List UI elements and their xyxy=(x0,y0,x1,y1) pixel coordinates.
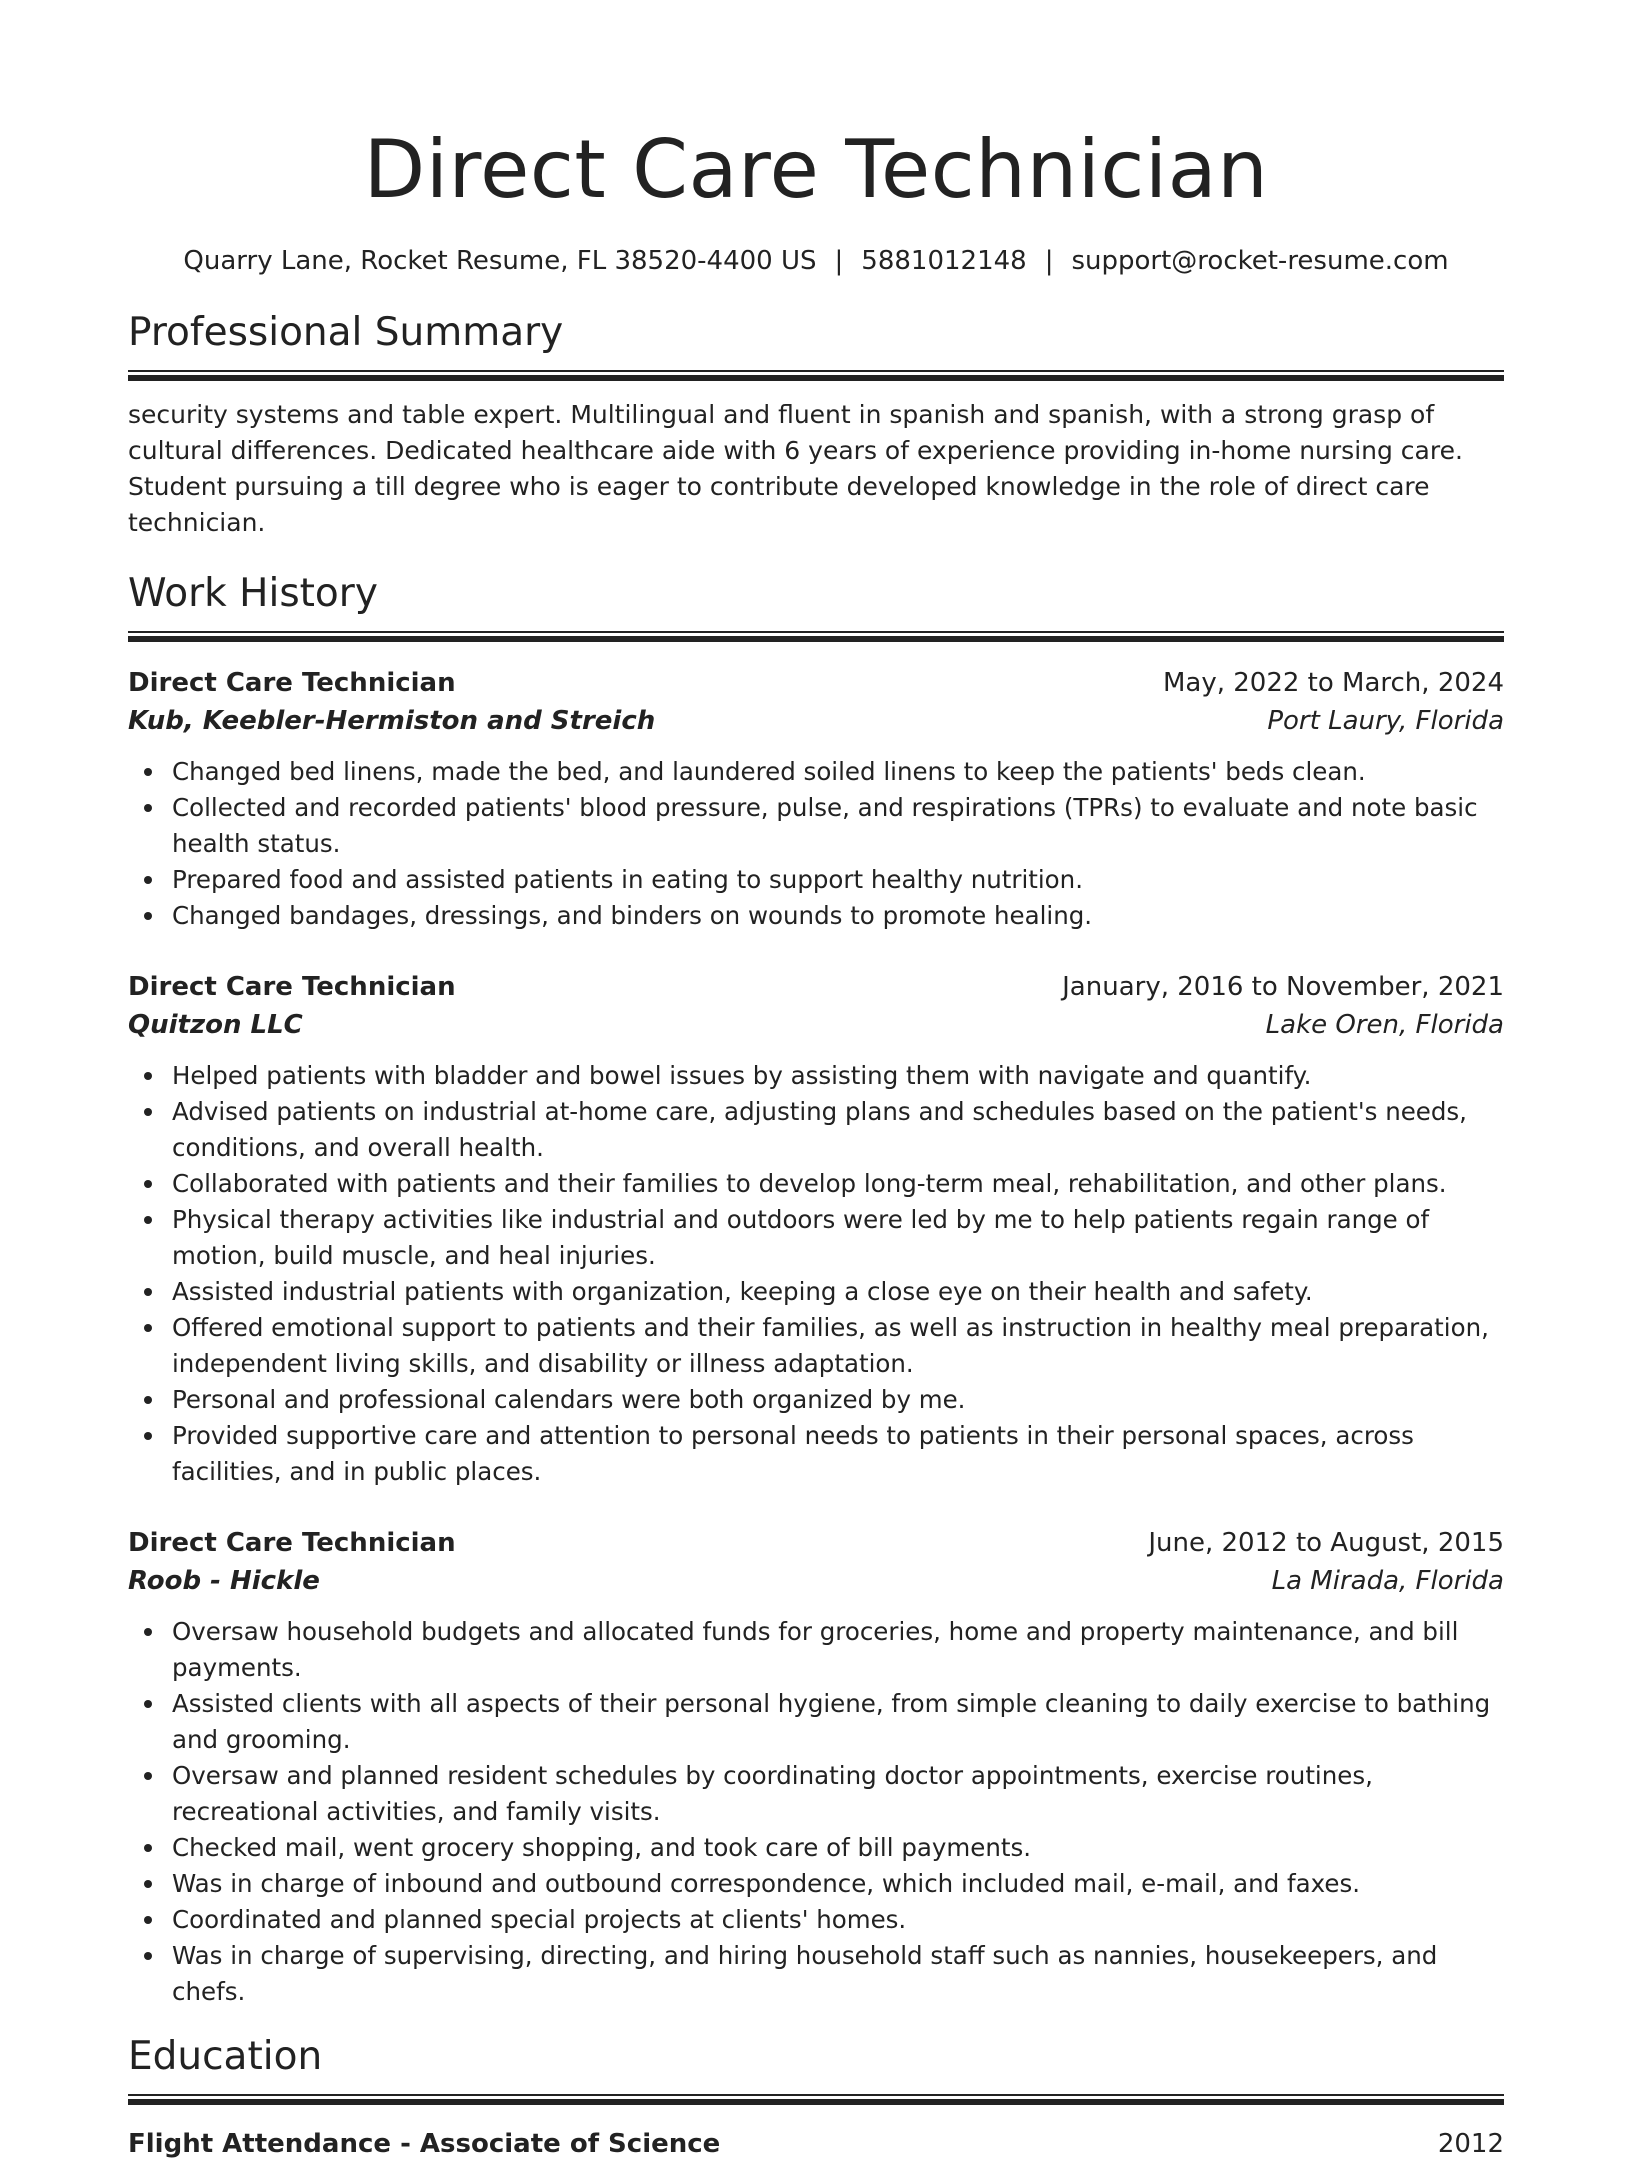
job-bullet: Was in charge of supervising, directing, and hiring household staff such as nannies, housekeepers, and chefs. xyxy=(172,1938,1504,2010)
job-bullet: Assisted clients with all aspects of their personal hygiene, from simple cleaning to daily exercise to bathing and grooming. xyxy=(172,1686,1504,1758)
job-entry xyxy=(128,968,1504,1490)
job-company: Quitzon LLC xyxy=(128,1010,303,1040)
job-bullet: Checked mail, went grocery shopping, and took care of bill payments. xyxy=(172,1830,1504,1866)
job-entry xyxy=(128,664,1504,934)
job-title: Direct Care Technician xyxy=(128,1528,456,1558)
job-company-row xyxy=(128,1006,1504,1044)
summary-text: security systems and table expert. Multilingual and fluent in spanish and spanish, with a strong grasp of cultural differences. Dedicated healthcare aide with 6 years of experience providing in-home nursing care. Student pursuing a till degree who is eager to contribute developed knowledge in the role of direct care technician. xyxy=(128,400,1463,537)
job-bullet: Offered emotional support to patients and their families, as well as instruction in healthy meal preparation, independent living skills, and disability or illness adaptation. xyxy=(172,1310,1504,1382)
professional-summary-section xyxy=(128,308,1504,541)
job-bullet: Provided supportive care and attention to personal needs to patients in their personal spaces, across facilities, and in public places. xyxy=(172,1418,1504,1490)
section-title-summary: Professional Summary xyxy=(128,310,564,355)
job-bullet: Helped patients with bladder and bowel issues by assisting them with navigate and quantify. xyxy=(172,1058,1504,1094)
job-company: Roob - Hickle xyxy=(128,1566,320,1596)
job-bullet: Changed bed linens, made the bed, and laundered soiled linens to keep the patients' beds clean. xyxy=(172,754,1504,790)
education-degree: Flight Attendance - Associate of Science xyxy=(128,2129,721,2159)
job-title: Direct Care Technician xyxy=(128,668,456,698)
candidate-name: Direct Care Technician xyxy=(363,123,1269,216)
job-bullet: Prepared food and assisted patients in eating to support healthy nutrition. xyxy=(172,862,1504,898)
job-title: Direct Care Technician xyxy=(128,972,456,1002)
contact-separator: | xyxy=(1044,246,1054,276)
section-title-work-history: Work History xyxy=(128,571,378,616)
job-bullet: Assisted industrial patients with organization, keeping a close eye on their health and safety. xyxy=(172,1274,1504,1310)
job-company-row xyxy=(128,1562,1504,1600)
job-bullet: Collected and recorded patients' blood pressure, pulse, and respirations (TPRs) to evaluate and note basic health status. xyxy=(172,790,1504,862)
contact-phone: 5881012148 xyxy=(861,246,1027,276)
job-bullet: Advised patients on industrial at-home care, adjusting plans and schedules based on the patient's needs, conditions, and overall health. xyxy=(172,1094,1504,1166)
contact-address: Quarry Lane, Rocket Resume, FL 38520-4400 US xyxy=(183,246,817,276)
job-company-row xyxy=(128,702,1504,740)
education-year: 2012 xyxy=(1437,2129,1504,2159)
job-dates: June, 2012 to August, 2015 xyxy=(1148,1528,1504,1558)
education-section xyxy=(128,2032,1504,2163)
job-entry xyxy=(128,1524,1504,2010)
section-title-education: Education xyxy=(128,2034,323,2079)
job-bullet: Personal and professional calendars were both organized by me. xyxy=(172,1382,1504,1418)
job-location: Port Laury, Florida xyxy=(1267,706,1504,736)
job-header-row xyxy=(128,1524,1504,1562)
section-divider xyxy=(128,370,1504,381)
education-entry xyxy=(128,2125,1504,2163)
job-bullet: Oversaw household budgets and allocated funds for groceries, home and property maintenance, and bill payments. xyxy=(172,1614,1504,1686)
job-location: La Mirada, Florida xyxy=(1271,1566,1504,1596)
job-bullet: Physical therapy activities like industrial and outdoors were led by me to help patients regain range of motion, build muscle, and heal injuries. xyxy=(172,1202,1504,1274)
job-bullets xyxy=(128,1614,1504,2010)
job-bullet: Oversaw and planned resident schedules by coordinating doctor appointments, exercise routines, recreational activities, and family visits. xyxy=(172,1758,1504,1830)
job-bullet: Was in charge of inbound and outbound correspondence, which included mail, e-mail, and faxes. xyxy=(172,1866,1504,1902)
job-bullet: Collaborated with patients and their families to develop long-term meal, rehabilitation, and other plans. xyxy=(172,1166,1504,1202)
job-header-row xyxy=(128,664,1504,702)
job-header-row xyxy=(128,968,1504,1006)
job-dates: May, 2022 to March, 2024 xyxy=(1162,668,1504,698)
job-bullet: Coordinated and planned special projects at clients' homes. xyxy=(172,1902,1504,1938)
job-bullets xyxy=(128,1058,1504,1490)
job-bullets xyxy=(128,754,1504,934)
job-company: Kub, Keebler-Hermiston and Streich xyxy=(128,706,656,736)
section-divider xyxy=(128,631,1504,642)
work-history-section xyxy=(128,569,1504,2010)
resume-header xyxy=(128,0,1504,278)
section-divider xyxy=(128,2094,1504,2105)
job-bullet: Changed bandages, dressings, and binders on wounds to promote healing. xyxy=(172,898,1504,934)
job-dates: January, 2016 to November, 2021 xyxy=(1062,972,1504,1002)
job-location: Lake Oren, Florida xyxy=(1265,1010,1504,1040)
contact-separator: | xyxy=(834,246,844,276)
contact-line xyxy=(128,244,1504,278)
contact-email: support@rocket-resume.com xyxy=(1071,246,1449,276)
